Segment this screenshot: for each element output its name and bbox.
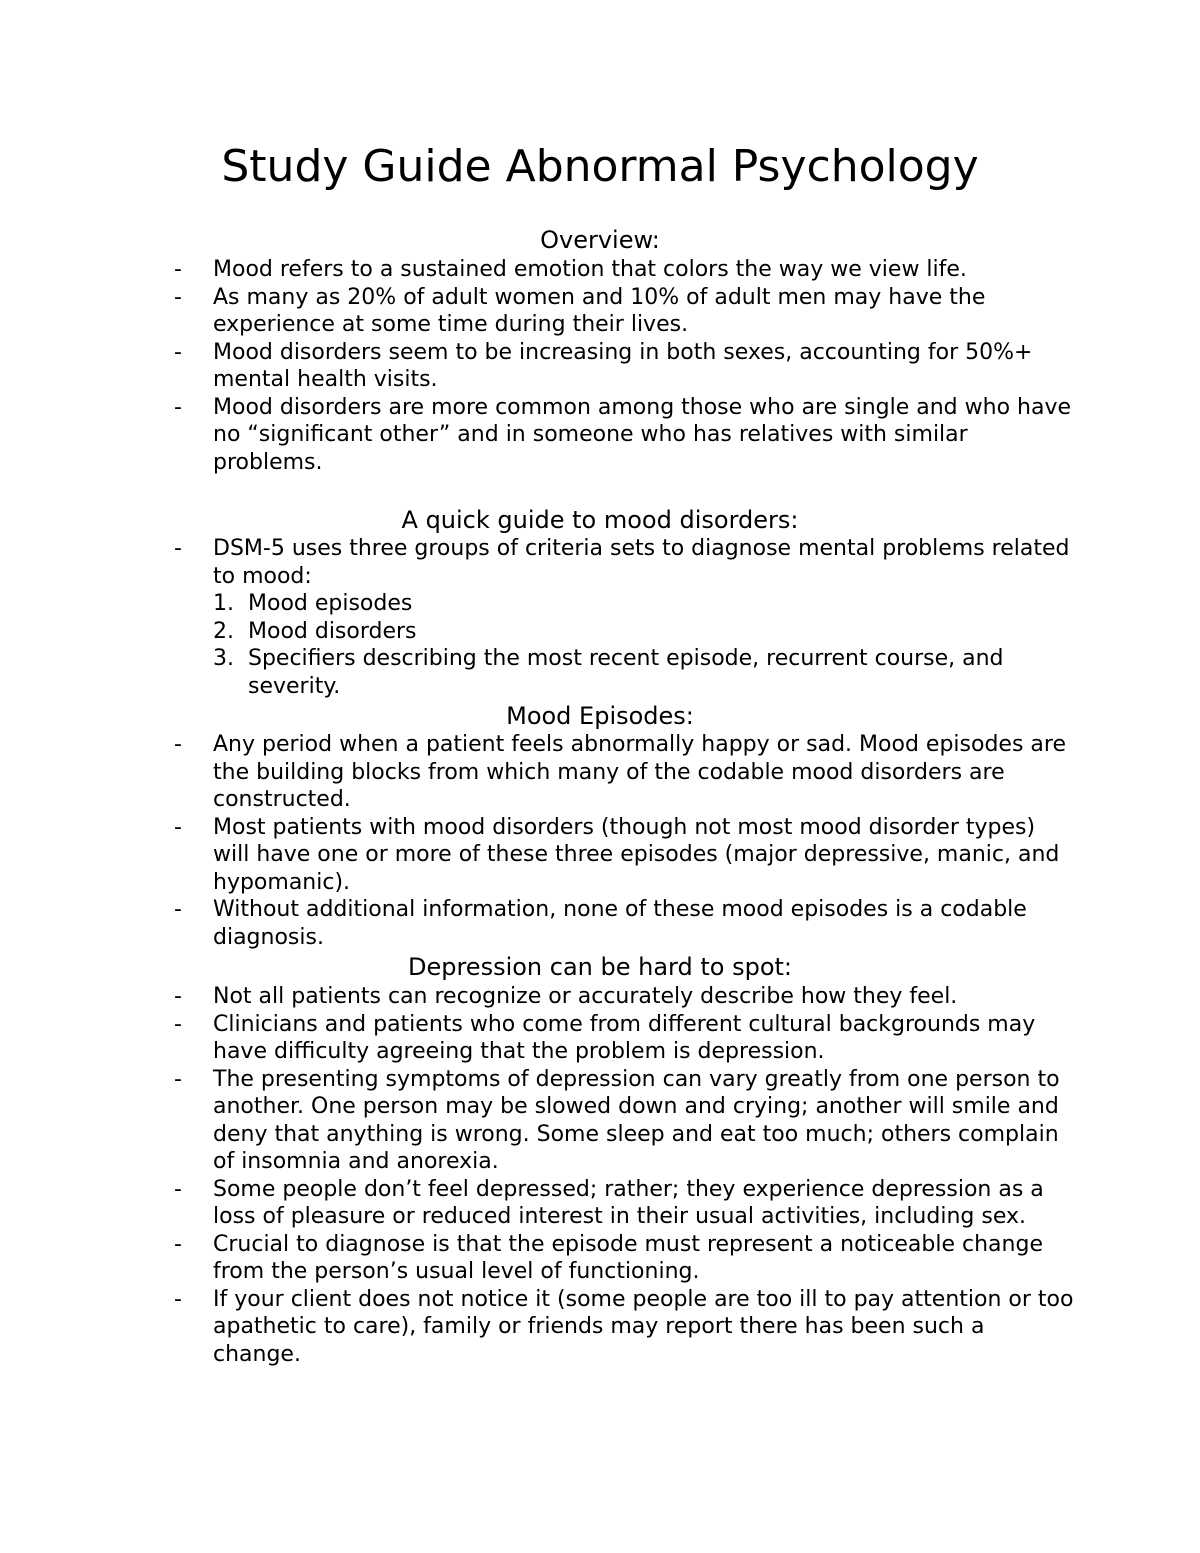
list-item	[174, 284, 1074, 339]
list-item	[174, 814, 1074, 897]
section-heading-depression: Depression can be hard to spot:	[407, 953, 793, 981]
numbered-item	[213, 590, 1073, 618]
bullet-dash: -	[174, 284, 182, 310]
numbered-item-text: Specifiers describing the most recent episode, recurrent course, and severity.	[248, 646, 1004, 699]
list-item-text: Mood refers to a sustained emotion that colors the way we view life.	[213, 257, 967, 282]
item-number: 1.	[213, 591, 234, 616]
list-item	[174, 535, 1074, 590]
section-heading-quick-guide: A quick guide to mood disorders:	[401, 506, 799, 534]
list-item	[174, 983, 1074, 1011]
bullet-dash: -	[174, 1066, 182, 1092]
item-number: 2.	[213, 618, 234, 644]
page-title: Study Guide Abnormal Psychology	[221, 141, 979, 192]
list-item	[174, 1231, 1074, 1286]
bullet-dash: -	[174, 814, 182, 840]
numbered-item	[213, 618, 1073, 646]
list-item-text: Not all patients can recognize or accurately describe how they feel.	[213, 984, 958, 1009]
bullet-dash: -	[174, 1286, 182, 1312]
list-item-text: Mood disorders are more common among those who are single and who have no “significant other” and in someone who has relatives with similar problems.	[213, 394, 1072, 475]
numbered-item-text: Mood episodes	[248, 591, 413, 616]
list-item-text: If your client does not notice it (some people are too ill to pay attention or too apathetic to care), family or friends may report there has been such a change.	[213, 1286, 1074, 1367]
bullet-dash: -	[174, 732, 182, 757]
list-item	[174, 256, 1074, 284]
criteria-numbered-list	[213, 590, 1073, 700]
list-item	[174, 896, 1074, 951]
bullet-dash: -	[174, 1231, 182, 1257]
overview-list	[174, 256, 1074, 476]
list-item	[174, 1066, 1074, 1176]
bullet-dash: -	[174, 536, 182, 561]
list-item	[174, 1176, 1074, 1231]
item-number: 3.	[213, 646, 234, 671]
section-heading-mood-episodes: Mood Episodes:	[506, 702, 694, 730]
list-item-text: Mood disorders seem to be increasing in both sexes, accounting for 50%+ mental health visits.	[213, 339, 1033, 392]
list-item-text: Without additional information, none of these mood episodes is a codable diagnosis.	[213, 897, 1027, 950]
list-item	[174, 1011, 1074, 1066]
list-item-text: Clinicians and patients who come from different cultural backgrounds may have difficulty agreeing that the problem is depression.	[213, 1011, 1036, 1064]
list-item	[174, 394, 1074, 477]
quick-guide-list	[174, 535, 1074, 590]
mood-episodes-list	[174, 731, 1074, 951]
bullet-dash: -	[174, 897, 182, 922]
list-item-text: The presenting symptoms of depression can vary greatly from one person to another. One person may be slowed down and crying; another will smile and deny that anything is wrong. Some sleep and eat too much; others complain of insomnia and anorexia.	[213, 1066, 1060, 1174]
list-item	[174, 731, 1074, 814]
list-item	[174, 1286, 1074, 1369]
bullet-dash: -	[174, 257, 182, 282]
bullet-dash: -	[174, 1011, 182, 1037]
list-item	[174, 339, 1074, 394]
list-item-text: As many as 20% of adult women and 10% of adult men may have the experience at some time during their lives.	[213, 284, 986, 337]
bullet-dash: -	[174, 984, 182, 1009]
numbered-item-text: Mood disorders	[248, 618, 417, 644]
list-item-text: Crucial to diagnose is that the episode must represent a noticeable change from the person’s usual level of functioning.	[213, 1231, 1043, 1284]
bullet-dash: -	[174, 339, 182, 365]
numbered-item	[213, 645, 1073, 700]
list-item-text: Some people don’t feel depressed; rather; they experience depression as a loss of pleasure or reduced interest in their usual activities, including sex.	[213, 1176, 1044, 1229]
section-heading-overview: Overview:	[540, 226, 660, 254]
bullet-dash: -	[174, 1176, 182, 1202]
bullet-dash: -	[174, 394, 182, 420]
list-item-text: Most patients with mood disorders (though not most mood disorder types) will have one or more of these three episodes (major depressive, manic, and hypomanic).	[213, 814, 1060, 895]
list-item-text: DSM-5 uses three groups of criteria sets to diagnose mental problems related to mood:	[213, 536, 1070, 589]
list-item-text: Any period when a patient feels abnormally happy or sad. Mood episodes are the building blocks from which many of the codable mood disorders are constructed.	[213, 732, 1066, 812]
depression-list	[174, 983, 1074, 1368]
